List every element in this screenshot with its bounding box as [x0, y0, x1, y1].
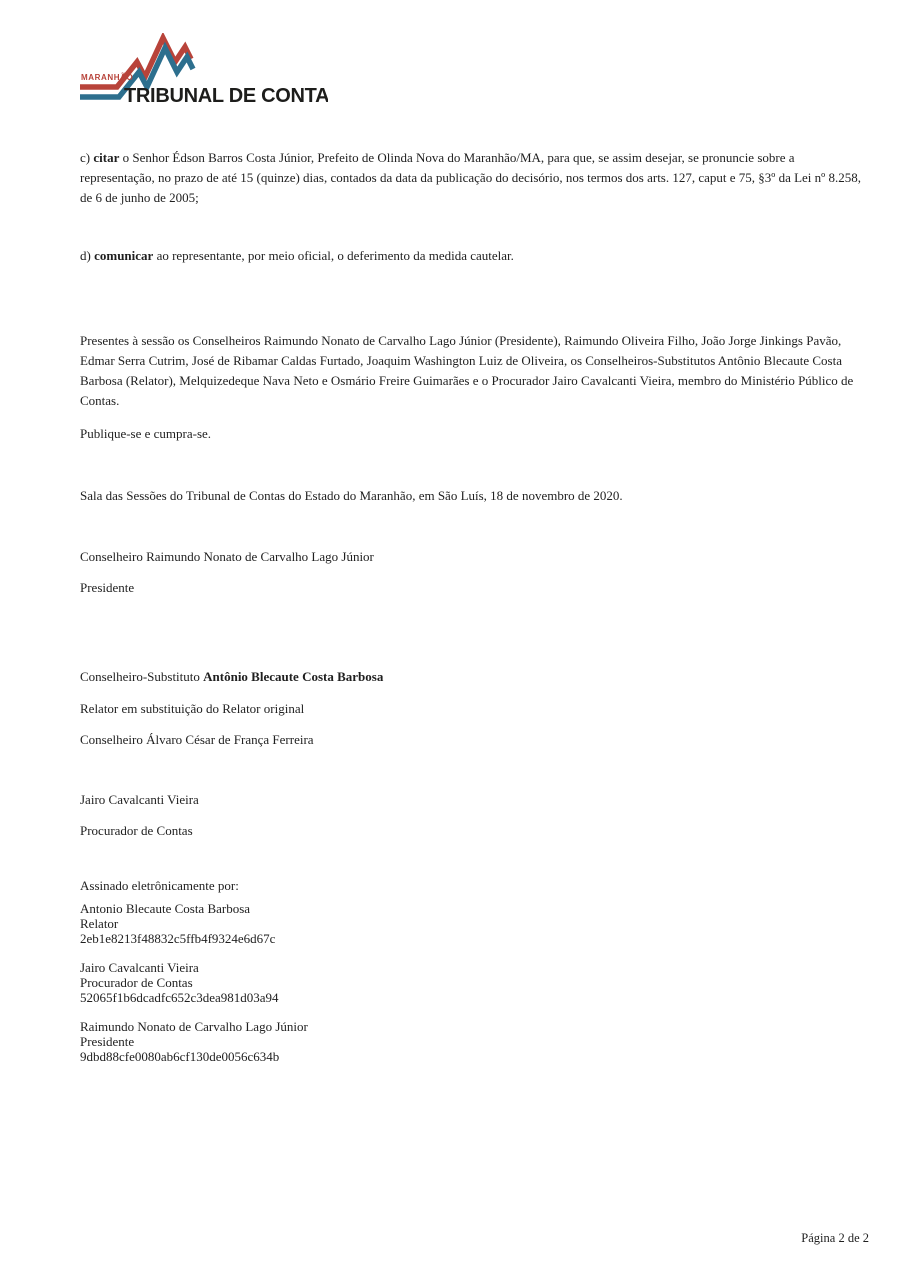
item-d-prefix: d) — [80, 248, 95, 263]
esignature-block-1 — [80, 901, 872, 946]
tribunal-de-contas-logo — [78, 33, 328, 108]
esignature-block-2 — [80, 960, 872, 1005]
paragraph-item-d — [80, 246, 872, 266]
esignature-3-hash: 9dbd88cfe0080ab6cf130de0056c634b — [80, 1049, 280, 1064]
logo-region-label: MARANHÃO — [81, 73, 134, 82]
substitute-prefix: Conselheiro-Substituto — [80, 669, 204, 684]
esignature-1-name: Antonio Blecaute Costa Barbosa — [80, 901, 251, 916]
substitute-name-bold: Antônio Blecaute Costa Barbosa — [203, 669, 384, 684]
item-c-text: o Senhor Édson Barros Costa Júnior, Prefeito de Olinda Nova do Maranhão/MA, para que, se assim desejar, se pronuncie sobre a representação, no prazo de até 15 (quinze) dias, contados da data da publicação do decisório, nos termos dos arts. 127, caput e 75, §3º da Lei nº 8.258, de 6 de junho de 2005; — [80, 150, 861, 205]
page-number: Página 2 de 2 — [801, 1231, 869, 1245]
prosecutor-name: Jairo Cavalcanti Vieira — [80, 792, 199, 807]
esignature-block-3 — [80, 1019, 872, 1064]
paragraph-publish-order: Publique-se e cumpra-se. — [80, 426, 212, 441]
item-c-prefix: c) — [80, 150, 94, 165]
item-d-text: ao representante, por meio oficial, o deferimento da medida cautelar. — [153, 248, 514, 263]
logo-org-name: TRIBUNAL DE CONTAS — [124, 85, 328, 107]
prosecutor-role: Procurador de Contas — [80, 823, 193, 838]
paragraph-attendance: Presentes à sessão os Conselheiros Raimundo Nonato de Carvalho Lago Júnior (Presidente), Raimundo Oliveira Filho, João Jorge Jinkings Pavão, Edmar Serra Cutrim, José de Ribamar Caldas Furtado, Joaquim Washington Luiz de Oliveira, os Conselheiros-Substitutos Antônio Blecaute Costa Barbosa (Relator), Melquizedeque Nava Neto e Osmário Freire Guimarães e o Procurador Jairo Cavalcanti Vieira, membro do Ministério Público de Contas. — [80, 333, 854, 408]
esignature-2-name: Jairo Cavalcanti Vieira — [80, 960, 199, 975]
item-c-bold-term: citar — [93, 150, 120, 165]
esignature-3-role: Presidente — [80, 1034, 135, 1049]
substitute-counselor-line — [80, 667, 872, 687]
paragraph-session-place-date: Sala das Sessões do Tribunal de Contas do Estado do Maranhão, em São Luís, 18 de novembro de 2020. — [80, 488, 623, 503]
esignature-1-role: Relator — [80, 916, 119, 931]
substitute-role: Relator em substituição do Relator original — [80, 701, 305, 716]
paragraph-item-c — [80, 148, 872, 208]
logo-zigzag-graphic — [78, 33, 328, 108]
esignature-1-hash: 2eb1e8213f48832c5ffb4f9324e6d67c — [80, 931, 276, 946]
esign-heading: Assinado eletrônicamente por: — [80, 878, 239, 893]
president-name: Conselheiro Raimundo Nonato de Carvalho Lago Júnior — [80, 549, 374, 564]
president-role: Presidente — [80, 580, 135, 595]
item-d-bold-term: comunicar — [94, 248, 154, 263]
original-rapporteur-name: Conselheiro Álvaro César de França Ferreira — [80, 732, 314, 747]
esignature-2-hash: 52065f1b6dcadfc652c3dea981d03a94 — [80, 990, 279, 1005]
esignature-2-role: Procurador de Contas — [80, 975, 193, 990]
esignature-3-name: Raimundo Nonato de Carvalho Lago Júnior — [80, 1019, 308, 1034]
